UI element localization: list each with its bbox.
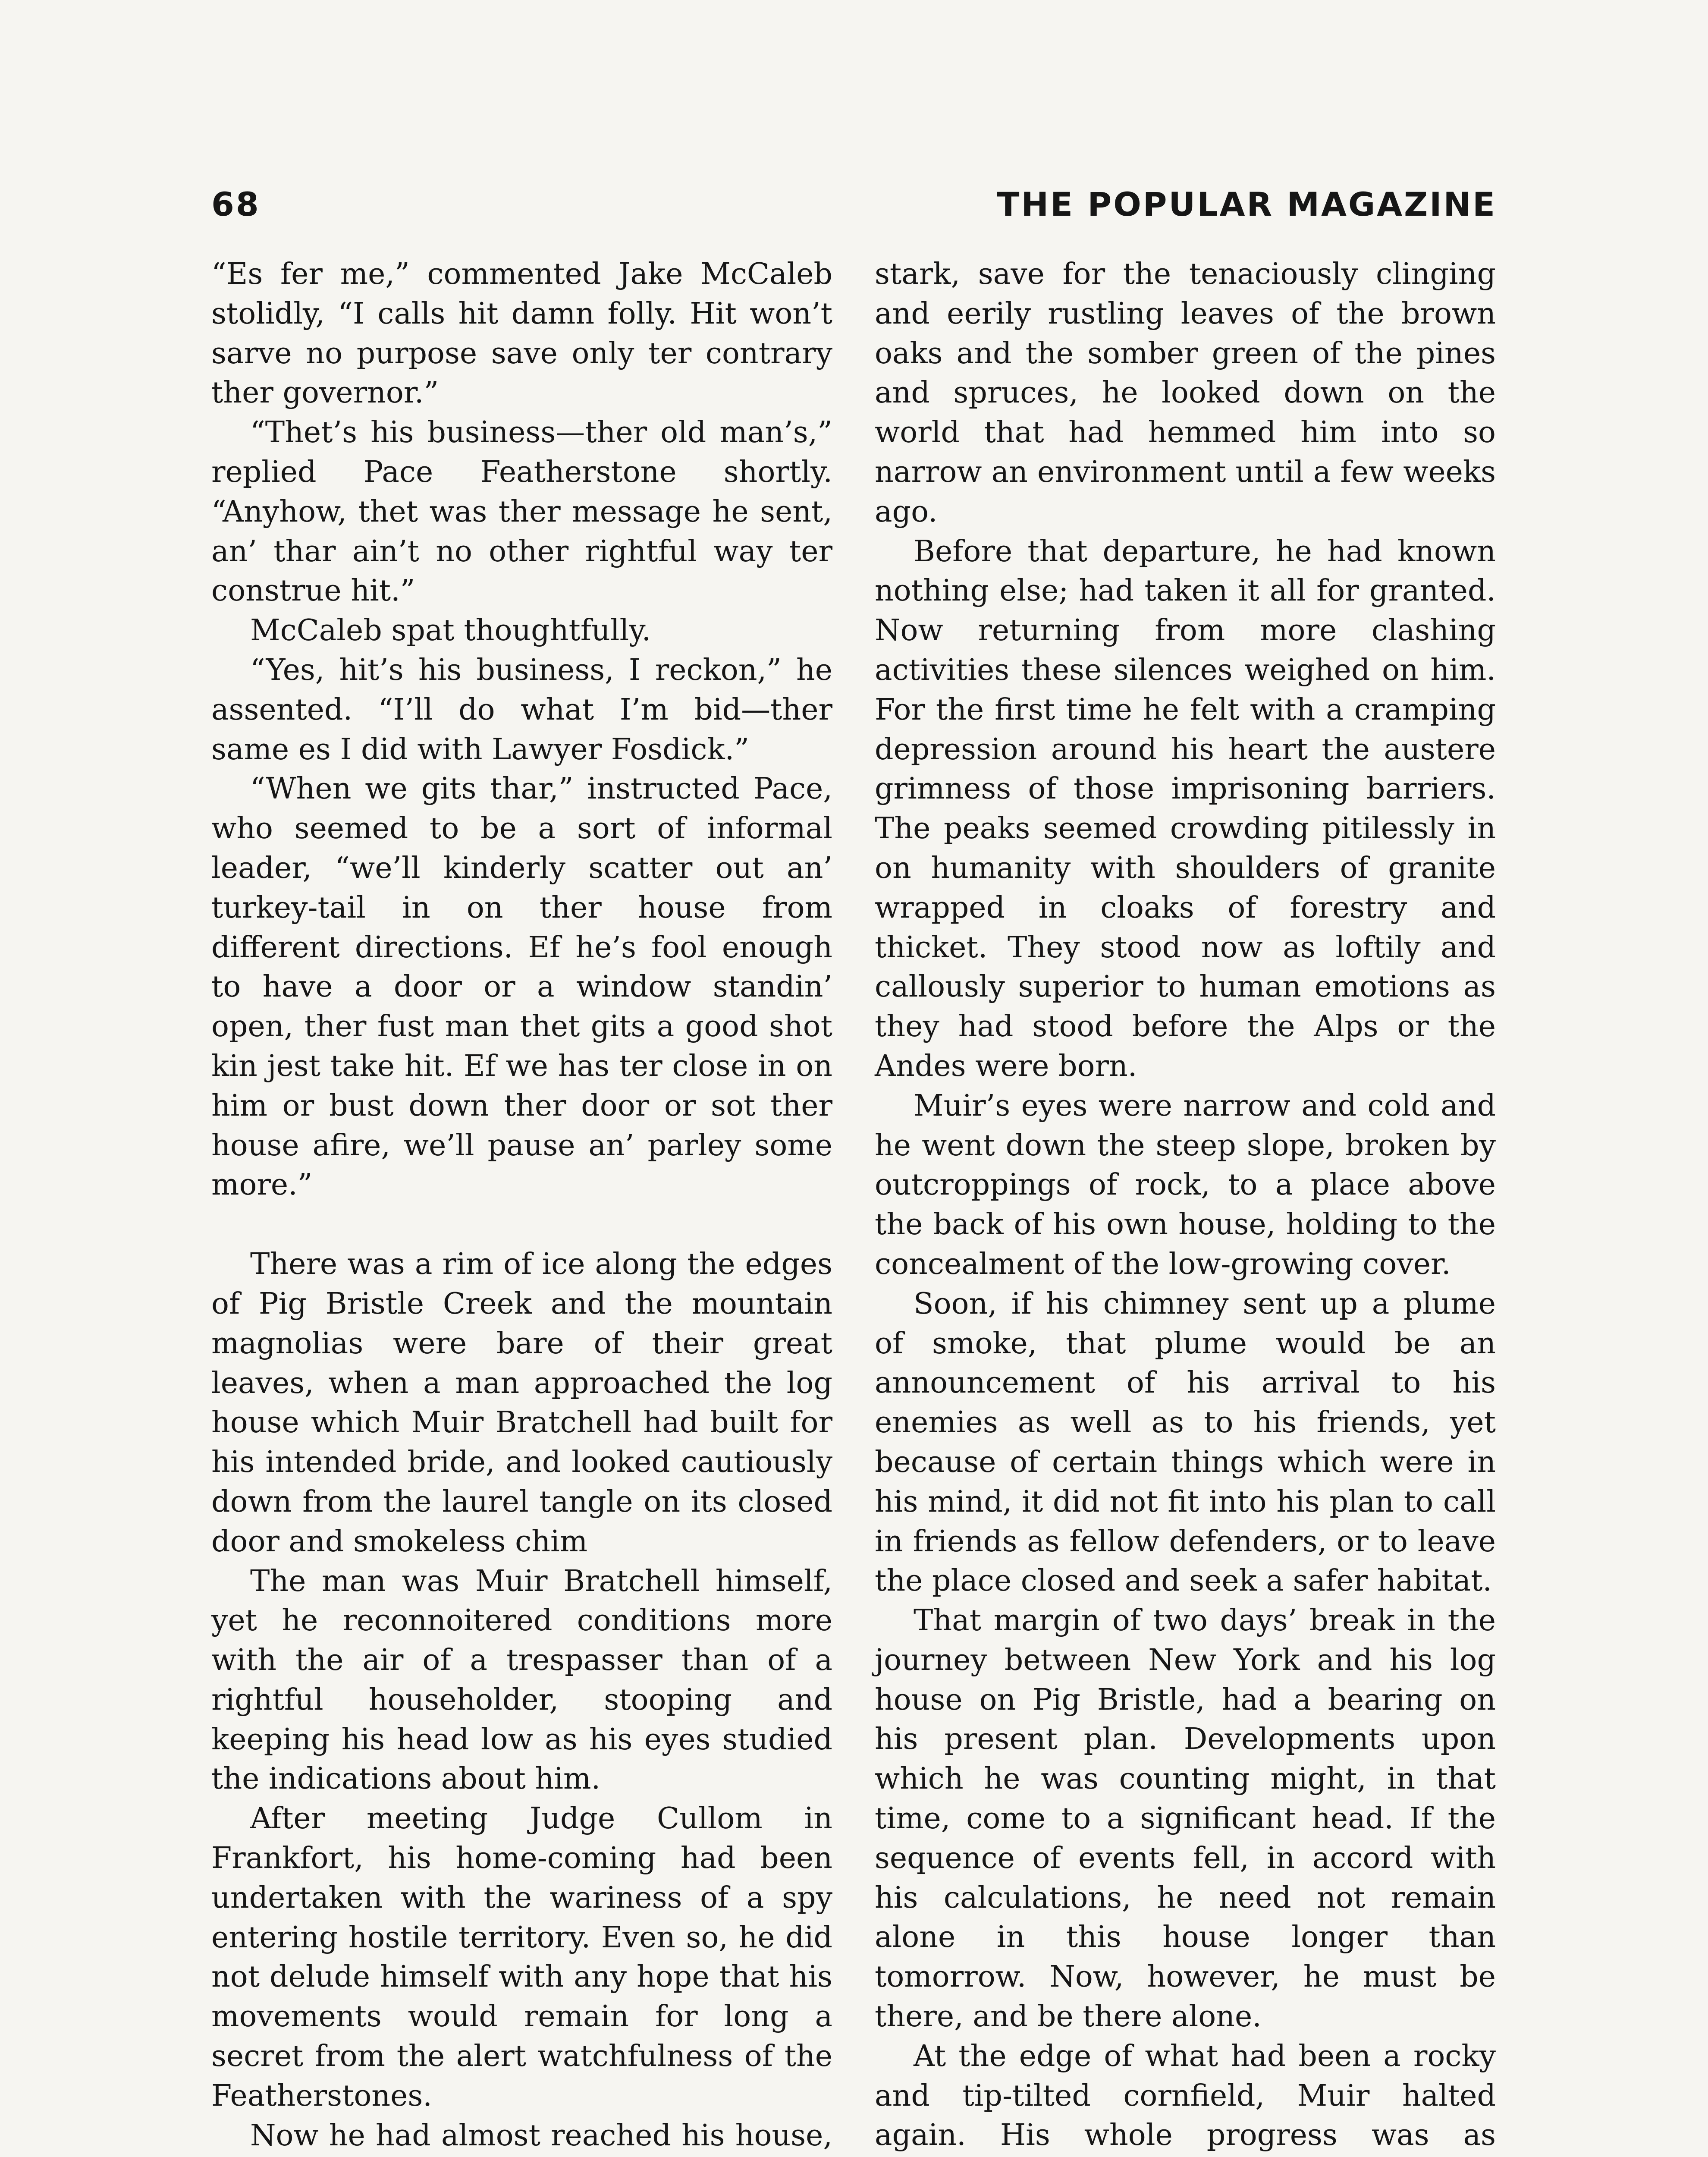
paragraph: “When we gits thar,” instructed Pace, who seemed to be a sort of informal leader, “we’ll kinderly scatter out an’ turkey-tail in on ther house from different directions. Ef he’s fool enough to have a door or a window standin’ open, ther fust man thet gits a good shot kin jest take hit. Ef we has ter close in on him or bust down ther door or sot ther house afire, we’ll pause an’ parley some more.” (211, 772, 832, 1202)
page-header (211, 180, 1497, 228)
magazine-title: THE POPULAR MAGAZINE (997, 185, 1497, 223)
page-number: 68 (211, 185, 261, 223)
paragraph: “Yes, hit’s his business, I reckon,” he assented. “I’ll do what I’m bid—ther same es I did with Lawyer Fosdick.” (211, 653, 832, 767)
paragraph: After meeting Judge Cullom in Frankfort, his home-coming had been undertaken with the wariness of a spy entering hostile territory. Even so, he did not delude himself with any hope that his movements would remain for long a secret from the alert watchfulness of the Featherstones. (211, 1802, 832, 2113)
paragraph: Before that departure, he had known nothing else; had taken it all for granted. Now returning from more clashing activities these silences weighed on him. For the first time he felt with a cramping depression around his heart the austere grimness of those imprisoning barriers. The peaks seemed crowding pitilessly in on humanity with shoulders of granite wrapped in cloaks of forestry and thicket. They stood now as loftily and callously superior to human emotions as they had stood before the Alps or the Andes were born. (875, 534, 1496, 1083)
paragraph: The man was Muir Bratchell himself, yet he reconnoitered conditions more with the air of a trespasser than of a rightful householder, stooping and keeping his head low as his eyes studied the indications about him. (211, 1564, 832, 1796)
paragraph: That margin of two days’ break in the journey between New York and his log house on Pig Bristle, had a bearing on his present plan. Developments upon which he was counting might, in that time, come to a significant head. If the sequence of events fell, in accord with his calculations, he need not remain alone in this house longer than tomorrow. Now, however, he must be there, and be there alone. (875, 1604, 1496, 2034)
paragraph: At the edge of what had been a rocky and tip-tilted cornfield, Muir halted again. His whole progress was as (875, 2039, 1496, 2153)
paragraph: “Es fer me,” commented Jake McCaleb stolidly, “I calls hit damn folly. Hit won’t sarve no purpose save only ter contrary ther governor.” (211, 257, 832, 410)
paragraph: There was a rim of ice along the edges of Pig Bristle Creek and the mountain magnolias were bare of their great leaves, when a man approached the log house which Muir Bratchell had built for his intended bride, and looked cautiously down from the laurel tangle on its closed door and smokeless chim (211, 1247, 832, 1559)
paragraph: Soon, if his chimney sent up a plume of smoke, that plume would be an announcement of his arrival to his enemies as well as to his friends, yet because of certain things which were in his mind, it did not fit into his plan to call in friends as fellow defenders, or to leave the place closed and seek a safer habitat. (875, 1286, 1496, 1598)
paragraph: Now he had almost reached his house, (250, 2118, 832, 2153)
paragraph: “Thet’s his business—ther old man’s,” replied Pace Featherstone shortly. “Anyhow, thet was ther message he sent, an’ thar ain’t no other rightful way ter construe hit.” (211, 415, 832, 608)
right-column (875, 255, 1496, 2157)
section-break (211, 1205, 832, 1245)
paragraph: Muir’s eyes were narrow and cold and he went down the steep slope, broken by outcroppings of rock, to a place above the back of his own house, holding to the concealment of the low-growing cover. (875, 1088, 1496, 1281)
paragraph: McCaleb spat thoughtfully. (250, 613, 651, 648)
paragraph: stark, save for the tenaciously clinging and eerily rustling leaves of the brown oaks and the somber green of the pines and spruces, he looked down on the world that had hemmed him into so narrow an environment until a few weeks ago. (875, 257, 1496, 529)
left-column (211, 255, 832, 2157)
